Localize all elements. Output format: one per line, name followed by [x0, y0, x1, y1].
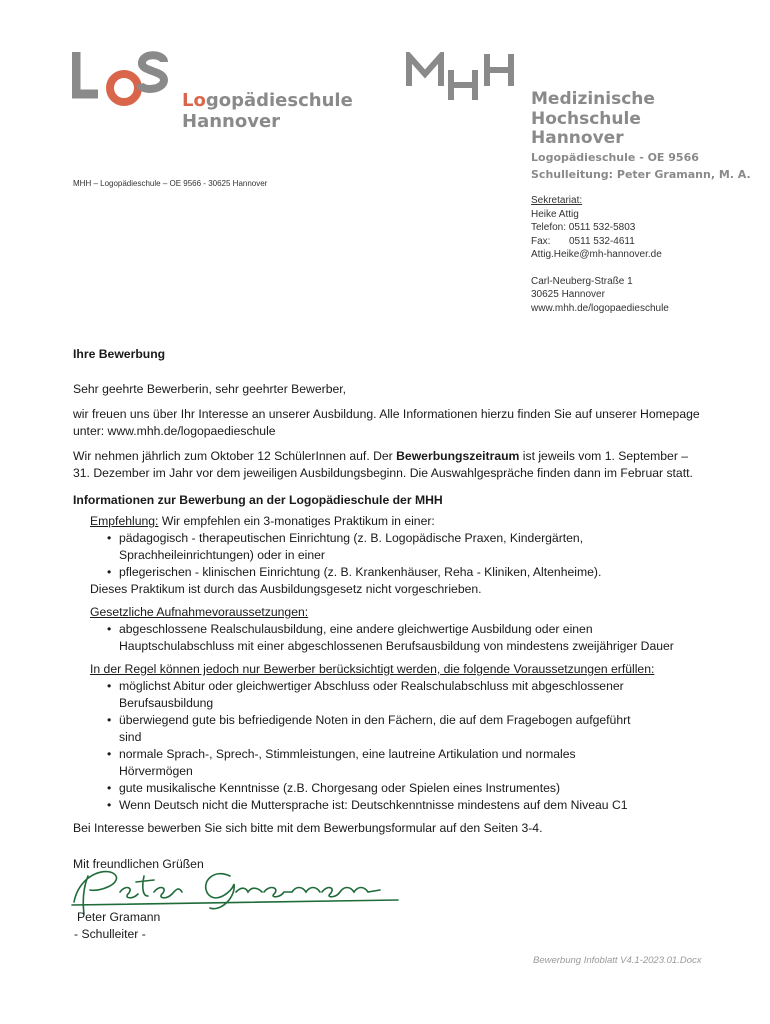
los-logo-mark	[72, 48, 172, 110]
list-item: • abgeschlossene Realschulausbildung, eine andere gleichwertige Ausbildung oder einen Hauptschulabschluss mit einer abgeschlossenen Berufsausbildung von mindestens zweijähriger Dauer	[107, 621, 687, 655]
los-logo	[72, 48, 172, 115]
contact-block	[531, 149, 761, 315]
list-item: • überwiegend gute bis befriedigende Noten in den Fächern, die auf dem Fragebogen aufgeführt sind	[107, 712, 652, 746]
los-logo-text	[182, 91, 353, 132]
contact-name: Heike Attig	[531, 208, 579, 220]
section-title: Informationen zur Bewerbung an der Logopädieschule der MHH	[73, 493, 443, 507]
handwritten-signature	[70, 862, 400, 916]
recommendation-list	[107, 530, 703, 581]
paragraph-period	[73, 448, 703, 482]
greeting: Mit freundlichen Grüßen	[73, 857, 204, 871]
mhh-logo-text	[531, 90, 770, 149]
mhh-logo-mark	[405, 52, 519, 102]
contact-email[interactable]: Attig.Heike@mh-hannover.de	[531, 249, 662, 260]
list-item: • möglichst Abitur oder gleichwertiger Abschluss oder Realschulabschluss mit abgeschlossener Berufsausbildung	[107, 678, 652, 712]
fax-label: Fax:	[531, 235, 551, 247]
los-logo-line2: Hannover	[182, 110, 281, 132]
list-item: • pflegerischen - klinischen Einrichtung (z. B. Krankenhäuser, Reha - Kliniken, Altenheime).	[107, 564, 703, 581]
period-text-a: Wir nehmen jährlich zum Oktober 12 SchülerInnen auf. Der	[73, 449, 397, 463]
contact-web[interactable]: www.mhh.de/logopaedieschule	[531, 302, 669, 314]
contact-phone: Telefon: 0511 532-5803	[531, 222, 636, 233]
footer-filename: Bewerbung Infoblatt V4.1-2023.01.Docx	[533, 955, 702, 966]
los-logo-highlight: Lo	[182, 90, 206, 111]
list-item: • gute musikalische Kenntnisse (z.B. Chorgesang oder Spielen eines Instrumentes)	[107, 780, 652, 797]
list-item: • Wenn Deutsch nicht die Muttersprache ist: Deutschkenntnisse mindestens auf dem Niveau C1	[107, 797, 652, 814]
list-item: • normale Sprach-, Sprech-, Stimmleistungen, eine lautreine Artikulation und normales Hörvermögen	[107, 746, 652, 780]
legal-list	[107, 621, 687, 655]
signature-block	[74, 909, 161, 943]
rule-label: In der Regel können jedoch nur Bewerber berücksichtigt werden, die folgende Voraussetzungen erfüllen:	[90, 662, 655, 676]
mhh-logo	[405, 52, 519, 107]
mhh-logo-line1: Medizinische Hochschule	[531, 89, 655, 129]
recommendation-note: Dieses Praktikum ist durch das Ausbildungsgesetz nicht vorgeschrieben.	[90, 582, 482, 596]
recommendation	[90, 513, 703, 530]
period-highlight: Bewerbungszeitraum	[396, 449, 520, 463]
closing-note: Bei Interesse bewerben Sie sich bitte mit dem Bewerbungsformular auf den Seiten 3-4.	[73, 821, 543, 835]
recommendation-label: Empfehlung:	[90, 514, 159, 528]
subject: Ihre Bewerbung	[73, 347, 166, 361]
contact-city: 30625 Hannover	[531, 289, 605, 300]
signer-name: Peter Gramann	[77, 910, 161, 924]
period-text-c: ist jeweils vom 1. September – 31. Dezember im Jahr vor dem jeweiligen Ausbildungsbeginn. Die Auswahlgespräche finden dann im Februar statt.	[73, 449, 693, 480]
contact-head: Schulleitung: Peter Gramann, M. A.	[531, 168, 751, 181]
secretariat-label: Sekretariat:	[531, 195, 583, 206]
list-item: • pädagogisch - therapeutischen Einrichtung (z. B. Logopädische Praxen, Kindergärten, Sprachheileinrichtungen) oder in einer	[107, 530, 703, 564]
recommendation-text: Wir empfehlen ein 3-monatiges Praktikum in einer:	[158, 514, 435, 528]
los-logo-line1: gopädieschule	[205, 90, 353, 111]
contact-fax	[531, 235, 761, 249]
contact-org: Logopädieschule - OE 9566	[531, 151, 699, 164]
rule-list	[107, 678, 652, 814]
contact-street: Carl-Neuberg-Straße 1	[531, 275, 633, 287]
fax-number: 0511 532-4611	[569, 235, 635, 247]
sender-line: MHH – Logopädieschule – OE 9566 - 30625 Hannover	[73, 179, 268, 188]
legal-label: Gesetzliche Aufnahmevoraussetzungen:	[90, 605, 309, 619]
letter-body	[73, 346, 703, 873]
signer-title: - Schulleiter -	[74, 927, 146, 941]
paragraph-homepage: wir freuen uns über Ihr Interesse an unserer Ausbildung. Alle Informationen hierzu finden Sie auf unserer Homepage unter: www.mhh.de/logopaedieschule	[73, 407, 700, 438]
mhh-logo-line2: Hannover	[531, 128, 624, 149]
salutation: Sehr geehrte Bewerberin, sehr geehrter Bewerber,	[73, 382, 347, 396]
